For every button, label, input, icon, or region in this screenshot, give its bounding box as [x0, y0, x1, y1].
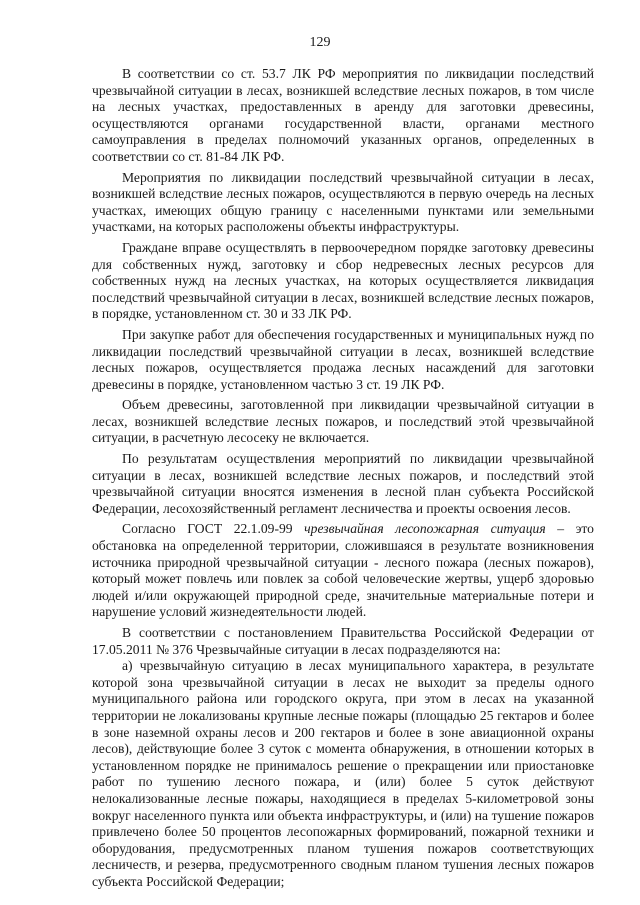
gost-text-before: Согласно ГОСТ 22.1.09-99 [122, 521, 305, 537]
gost-text-after: – это обстановка на определенной территории, сложившаяся в результате возникновения источника природной чрезвычайной ситуации - лесного пожара (лесных пожаров), который может повлечь или повлек за собой человеческие жертвы, ущерб здоровью людей и/или окружающей природной среде, значительные материальные потери и нарушение условий жизнедеятельности людей. [92, 521, 594, 620]
document-body [92, 66, 594, 895]
paragraph-plan-changes: По результатам осуществления мероприятий по ликвидации чрезвычайной ситуации в лесах, возникшей вследствие лесных пожаров, и последствий этой чрезвычайной ситуации вносятся изменения в лесной план субъекта Российской Федерации, лесохозяйственный регламент лесничества и проекты освоения лесов. [92, 451, 594, 516]
paragraph-citizens-rights: Граждане вправе осуществлять в первоочередном порядке заготовку древесины для собственных нужд, заготовку и сбор недревесных лесных ресурсов для собственных нужд на лесных участках, на которых осуществляется ликвидация последствий чрезвычайной ситуации в лесах, возникшей вследствие лесных пожаров, в порядке, установленном ст. 30 и 33 ЛК РФ. [92, 239, 594, 322]
paragraph-art-53-7: В соответствии со ст. 53.7 ЛК РФ мероприятия по ликвидации последствий чрезвычайной ситуации в лесах, возникшей вследствие лесных пожаров, в том числе на лесных участках, предоставленных в аренду для заготовки древесины, осуществляются органами государственной власти, органами местного самоуправления в пределах полномочий указанных органов, определенных в соответствии со ст. 81-84 ЛК РФ. [92, 66, 594, 164]
paragraph-gost-definition [92, 521, 594, 621]
paragraph-priority-areas: Мероприятия по ликвидации последствий чрезвычайной ситуации в лесах, возникшей вследствие лесных пожаров, осуществляются в первую очередь на лесных участках, имеющих общую границу с населенными пунктами или земельными участками, на которых расположены объекты инфраструктуры. [92, 169, 594, 235]
list-item-a: а) чрезвычайную ситуацию в лесах муниципального характера, в результате которой зона чрезвычайной ситуации в лесах не выходит за пределы одного муниципального района или городского округа, при этом в лесах на указанной территории не локализованы крупные лесные пожары (площадью 25 гектаров и более в зоне наземной охраны лесов и 200 гектаров и более в зоне авиационной охраны лесов), действующие более 3 суток с момента обнаружения, в отношении которых в установленном порядке не принималось решение о прекращении или приостановке работ по тушению лесного пожара, и (или) более 5 суток действуют нелокализованные лесные пожары, находящиеся в пределах 5-километровой зоны вокруг населенного пункта или объекта инфраструктуры, и (или) на тушение пожаров привлечено более 50 процентов лесопожарных формирований, пожарной техники и оборудования, предусмотренных планом тушения пожаров соответствующих лесничеств, и резерва, предусмотренного сводным планом тушения лесных пожаров субъекта Российской Федерации; [92, 658, 594, 889]
gost-term: чрезвычайная лесопожарная ситуация [304, 521, 546, 537]
page-number: 129 [309, 35, 331, 50]
paragraph-timber-volume: Объем древесины, заготовленной при ликвидации чрезвычайной ситуации в лесах, возникшей вследствие лесных пожаров, и последствий этой чрезвычайной ситуации, в расчетную лесосеку не включается. [92, 397, 594, 446]
paragraph-procurement: При закупке работ для обеспечения государственных и муниципальных нужд по ликвидации последствий чрезвычайной ситуации в лесах, возникшей вследствие лесных пожаров, осуществляется продажа лесных насаждений для заготовки древесины в порядке, установленном частью 3 ст. 19 ЛК РФ. [92, 326, 594, 392]
paragraph-decree-376: В соответствии с постановлением Правительства Российской Федерации от 17.05.2011 № 376 Чрезвычайные ситуации в лесах подразделяются на: [92, 625, 594, 657]
